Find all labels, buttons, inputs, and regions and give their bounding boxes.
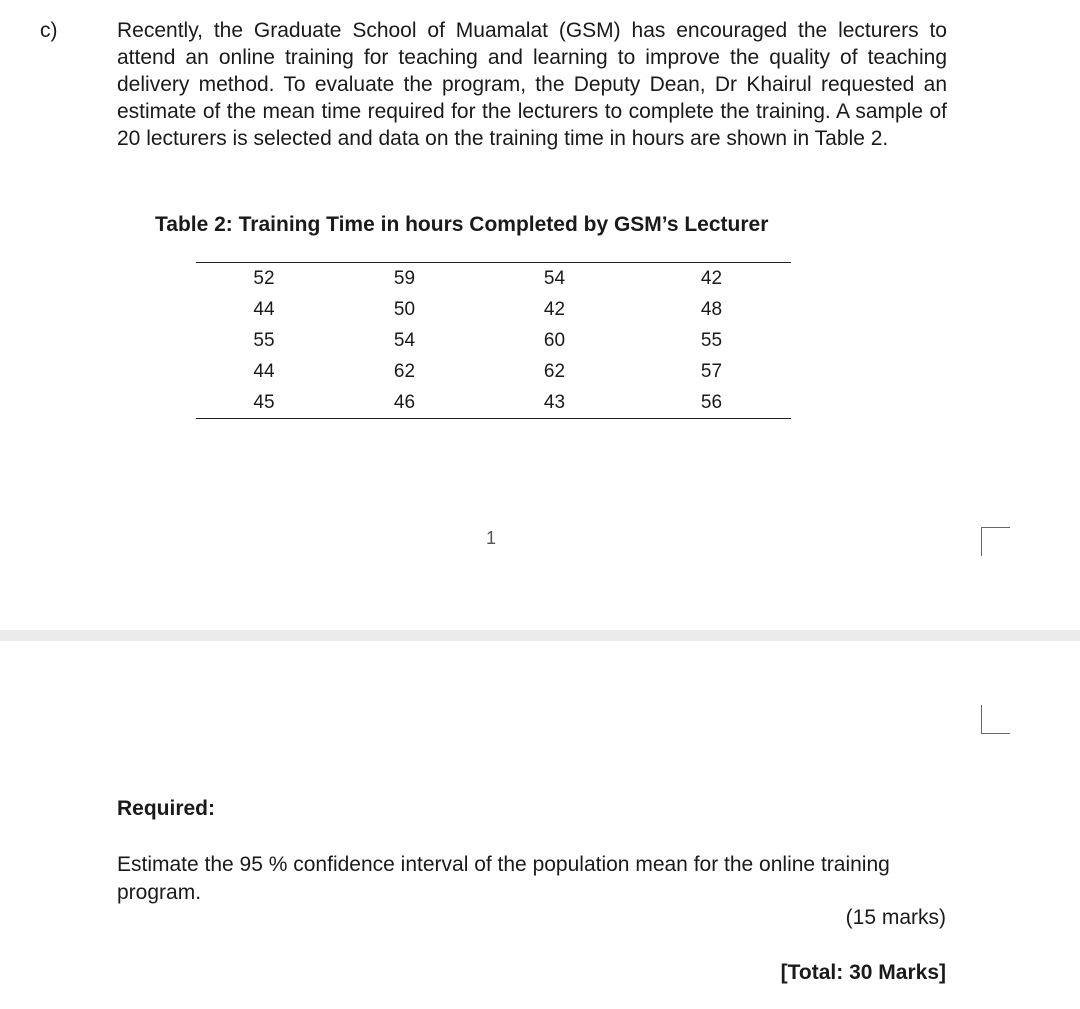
table-cell: 55: [253, 329, 275, 351]
table-row: [196, 356, 791, 387]
table-cell: 42: [700, 267, 723, 289]
training-time-table: [196, 262, 791, 419]
required-heading: Required:: [117, 797, 216, 820]
table-cell: 57: [700, 360, 723, 382]
table-cell: 62: [393, 360, 416, 382]
table-caption: Table 2: Training Time in hours Completed by GSM’s Lecturer: [155, 213, 769, 236]
question-label: c): [40, 19, 58, 42]
table-cell: 52: [253, 267, 275, 289]
table-row: [196, 263, 791, 294]
table-cell: 44: [253, 298, 275, 320]
table-cell: 54: [543, 267, 566, 289]
table-cell: 45: [196, 387, 332, 419]
table-row: [196, 294, 791, 325]
page-number: 1: [486, 528, 497, 548]
table-cell: 62: [543, 360, 566, 382]
table-cell: 54: [393, 329, 416, 351]
table-cell: 43: [477, 387, 632, 419]
table-cell: 42: [543, 298, 566, 320]
page-two: [0, 641, 1080, 1009]
page-corner-mark-top: [981, 527, 1010, 556]
table-cell: 55: [700, 329, 723, 351]
table-cell: 50: [393, 298, 416, 320]
page-corner-mark-bottom: [981, 705, 1010, 734]
table-cell: 56: [632, 387, 791, 419]
table-cell: 59: [393, 267, 416, 289]
table-row: [196, 387, 791, 419]
question-text: Recently, the Graduate School of Muamalat (GSM) has encouraged the lecturers to attend an online training for teaching and learning to improve the quality of teaching delivery method. To evaluate the program, the Deputy Dean, Dr Khairul requested an estimate of the mean time required for the lecturers to complete the training. A sample of 20 lecturers is selected and data on the training time in hours are shown in Table 2.: [117, 19, 947, 150]
marks-label: (15 marks): [845, 906, 946, 929]
task-text: Estimate the 95 % confidence interval of the population mean for the online training program.: [117, 853, 890, 904]
table-row: [196, 325, 791, 356]
total-marks-label: [Total: 30 Marks]: [780, 961, 946, 984]
table-cell: 60: [543, 329, 566, 351]
page-separator: [0, 630, 1080, 641]
table-cell: 44: [253, 360, 275, 382]
table-cell: 46: [332, 387, 477, 419]
table-cell: 48: [700, 298, 723, 320]
